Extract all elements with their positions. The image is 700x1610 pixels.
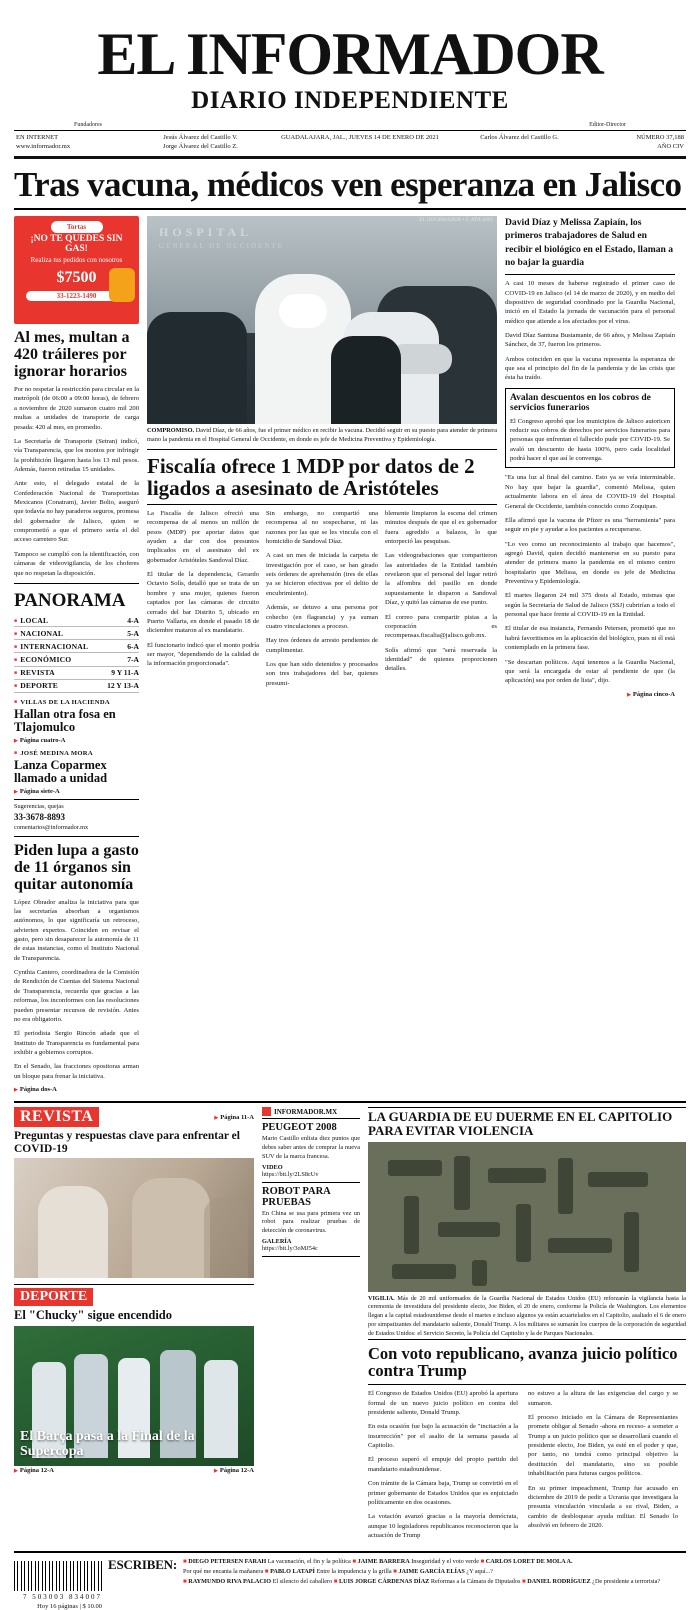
barcode-number: 7 503003 834007 — [23, 1593, 102, 1602]
divider — [505, 274, 675, 275]
escriben-topic-5: ¿Y aquí...? — [466, 1567, 493, 1575]
mx-card-peugeot[interactable] — [262, 1119, 360, 1182]
right-column — [505, 216, 675, 1097]
revista-headline: Preguntas y respuestas clave para enfrentar el COVID-19 — [14, 1130, 240, 1155]
deporte-headline: El "Chucky" sigue encendido — [14, 1308, 173, 1323]
escriben-name-7[interactable]: LUIS JORGE CÁRDENAS DÍAZ — [339, 1577, 430, 1585]
contact-phone[interactable]: 33-3678-8893 — [14, 812, 65, 823]
page-title: Tras vacuna, médicos ven esperanza en Jalisco — [14, 164, 682, 204]
escriben-section — [14, 1553, 686, 1610]
guardia-caption-lead: VIGILIA. — [368, 1294, 395, 1302]
trump-c1-p3: El proceso superó el empuje del propio partido del mandatario estadounidense. — [368, 1456, 518, 1473]
escriben-list — [183, 1557, 660, 1586]
left-story1-p1: Por no respetar la restricción para circular en la metrópoli (de 06:00 a 09:00 horas), de febrero a noviembre de 2020 sumaron cuatro mil 200 multas a unidades de transporte de carga pesada: 420 al mes, en promedio. — [14, 386, 139, 431]
left-story2-page[interactable]: ▶ Página dos-A — [14, 1086, 139, 1093]
deporte-page[interactable]: ▶ Página 12-A — [14, 1467, 54, 1474]
divider — [14, 1284, 254, 1285]
panorama-item-revista[interactable] — [14, 667, 139, 680]
bullet-icon: ■ — [333, 1577, 338, 1585]
pages-note: Hoy 16 páginas | $ 10.00 — [37, 1603, 102, 1610]
mid-story-body — [147, 509, 497, 693]
mid-c2-p2: A casi un mes de iniciada la carpeta de investigación por el caso, se han girado seis órdenes de aprehensión (tres de ellas ya se hicieron efectivas por el delito de encubrimiento). — [266, 552, 378, 597]
mx-card-1-title: PEUGEOT 2008 — [262, 1122, 337, 1134]
soldier-4 — [558, 1158, 573, 1214]
internet-info — [16, 134, 126, 152]
mid-col-3 — [385, 509, 497, 693]
brief1-headline: Hallan otra fosa en Tlajomulco — [14, 707, 116, 735]
left-story1-p4: Tampoco se cumplió con la identificación, con cámaras de videovigilancia, de los choferes que no respetan la disposición. — [14, 550, 139, 577]
mid-c1-p1: La Fiscalía de Jalisco ofreció una recompensa de al menos un millón de pesos (MDP) por aportar datos que ayuden a dar con dos presuntos implicados en el asesinato del ex gobernador Aristóteles Sandoval Díaz. — [147, 509, 259, 564]
mid-c1-p2: El titular de la dependencia, Gerardo Octavio Solís, detalló que se trata de un hombre y una mujer, quienes fueron captados por las cámaras de circuito cerrado del bar Distrito 5, ubicado en Puerto Vallarta, en donde el pasado 18 de diciembre mataron al ex mandatario. — [147, 571, 259, 635]
barcode-icon — [14, 1561, 102, 1591]
mx-card-2-link[interactable]: https://bit.ly/3oMJ54c — [262, 1244, 318, 1252]
photo-figure-mid — [331, 336, 401, 424]
brief1-kicker: ■ VILLAS DE LA HACIENDA — [14, 699, 139, 706]
trump-col-1 — [368, 1389, 518, 1545]
trump-body — [368, 1389, 686, 1545]
photo-mask-icon — [279, 294, 327, 328]
ad-subtext: Realiza tus pedidos con nosotros — [30, 256, 123, 265]
masthead-labels — [14, 122, 686, 128]
left-story2-p2: Cynthia Cantero, coordinadora de la Comisión de Rendición de Cuentas del Sistema Nacional de Transparencia, recuerda que gracias a las reformas, los inconformes con las resoluciones pueden presentar recursos de revisión. Antes no era obligatorio. — [14, 969, 139, 1023]
left-story1-p2: La Secretaría de Transporte (Setran) indicó, vía Transparencia, que los montos por infringir la prohibición llegaron hasta los 13 mil pesos. Además, fueron retiradas 15 unidades. — [14, 437, 139, 473]
right-p6: "Lo veo como un reconocimiento al trabajo que hacemos", agregó David, quien decidió mantenerse en su puesto para atender de primera mano la pandemia en el mismo centro hospitalario que Melissa, en donde es jefe de Medicina Preventiva y Epidemiología. — [505, 540, 675, 586]
mx-card-1-link[interactable]: https://bit.ly/2LS8cUv — [262, 1170, 319, 1178]
right-p5: Ella afirmó que la vacuna de Pfizer es una "herramienta" para seguir en pie y ayudar a los pacientes a recuperarse. — [505, 516, 675, 534]
panorama-page: 5-A — [127, 628, 139, 638]
right-p1: A casi 10 meses de haberse registrado el primer caso de COVID-19 en Jalisco (el 14 de marzo de 2020), y en medio del dispositivo de seguridad coordinado por la Guardia Nacional, inició en el Estado la jornada de vacunación para el personal médico que atiende a los afectados por el virus. — [505, 280, 675, 325]
lower-section — [14, 1107, 686, 1545]
right-p2: David Díaz Santuna Bustamante, de 66 años, y Melissa Zapiaín Sánchez, de 37, fueron los primeros. — [505, 331, 675, 349]
mx-card-2-title: ROBOT PARA PRUEBAS — [262, 1185, 331, 1208]
escriben-name-6[interactable]: RAYMUNDO RIVA PALACIO — [188, 1577, 272, 1585]
panorama-page: 4-A — [127, 615, 139, 625]
informador-mx-block — [262, 1107, 360, 1545]
mid-col-1 — [147, 509, 259, 693]
right-p8: El titular de esa instancia, Fernando Petersen, prometió que no habrá favoritismos en la aplicación del biológico, pues ni él está contemplado en la primera fase. — [505, 625, 675, 652]
escriben-name-4[interactable]: PABLO LATAPÍ — [270, 1567, 315, 1575]
internet-url[interactable]: www.informador.mx — [16, 142, 71, 150]
mx-card-1-tag: VIDEO — [262, 1163, 283, 1171]
newspaper-subtitle: DIARIO INDEPENDIENTE — [191, 87, 509, 114]
escriben-topic-6: El silencio del caballero — [272, 1577, 333, 1585]
masthead-info — [14, 131, 686, 156]
right-p3: Ambos coinciden en que la vacuna representa la esperanza de que sea el principio del fin de la pandemia y de las crisis que ésta ha traído. — [505, 355, 675, 382]
escriben-label: ESCRIBEN: — [108, 1557, 177, 1573]
soldier-1 — [388, 1160, 442, 1176]
right-story-page[interactable]: ▶ Página cinco-A — [505, 691, 675, 698]
deporte-photo — [14, 1326, 254, 1466]
revista-block — [14, 1107, 254, 1545]
panorama-page: 6-A — [127, 641, 139, 651]
guardia-photo — [368, 1142, 686, 1292]
panorama-item-local[interactable] — [14, 614, 139, 627]
escriben-topic-4: Entre la impudencia y la grilla — [316, 1567, 392, 1575]
brief2-headline: Lanza Coparmex llamado a unidad — [14, 757, 108, 786]
panorama-label: ■ ECONÓMICO — [14, 655, 71, 664]
panorama-page: 7-A — [127, 655, 139, 665]
divider — [368, 1107, 686, 1108]
divider — [147, 449, 497, 450]
soldier-5 — [588, 1172, 648, 1187]
left-story1-p3: Ante esto, el delegado estatal de la Confederación Nacional de Transportistas Mexicanos (Conatram), Javier Bolio, aseguró que todavía no hay paraderos seguros, promesa del gobernador de Jalisco, quien se comprometió a que el primero sería el del acceso carretero Sur. — [14, 480, 139, 544]
deporte-overlay — [20, 1430, 254, 1459]
middle-column — [147, 216, 497, 1097]
panorama-label: ■ REVISTA — [14, 668, 55, 677]
escriben-topic-1: La vacunación, el fin y la política — [267, 1558, 351, 1566]
escriben-name-8[interactable]: DANIEL RODRÍGUEZ — [527, 1577, 591, 1585]
right-p7: El martes llegaron 24 mil 375 dosis al Estado, mismas que según la Secretaría de Salud de Jalisco (SSJ) cubrirían a todo el personal que hace frente al COVID-19 en la Entidad. — [505, 592, 675, 619]
panorama-label: ■ DEPORTE — [14, 681, 58, 690]
mx-card-2-text: En China se usa para primera vez un robot para realizar pruebas de detección de coronavirus. — [262, 1209, 360, 1235]
revista-page[interactable]: ▶ Página 11-A — [214, 1114, 254, 1121]
deporte-overlay-text: El Barça pasa a la Final de la Supercopa — [20, 1429, 195, 1460]
contact-label: Sugerencias, quejas — [14, 802, 64, 810]
mx-square-icon — [262, 1107, 271, 1116]
panorama-item-deporte[interactable] — [14, 680, 139, 693]
escriben-name-5[interactable]: JAIME GARCÍA ELÍAS — [398, 1567, 465, 1575]
funeral-box-title: Avalan descuentos en los cobros de servicios funerarios — [510, 392, 651, 414]
main-photo — [147, 216, 497, 424]
contact-email[interactable]: comentarios@informador.mx — [14, 823, 89, 831]
panorama-label: ■ NACIONAL — [14, 629, 63, 638]
photo-wall-text: HOSPITAL — [159, 225, 253, 240]
escriben-row-1 — [183, 1557, 660, 1567]
ad-logo: Tortas — [51, 221, 103, 233]
mx-card-robot[interactable] — [262, 1183, 360, 1257]
panorama-page: 12 Y 13-A — [107, 681, 139, 691]
right-p9: "Se descartan políticos. Aquí tenemos a la Guardia Nacional, que será la encargada de estar al pendiente de que (la aplicación) sea por orden de lista", dijo. — [505, 658, 675, 685]
guardia-caption-text: Más de 20 mil uniformados de la Guardia Nacional de Estados Unidos (EU) reforzarán la vigilancia hasta la ceremonia de investidura del presidente electo, Joe Biden, el 20 de enero, conforme la Policía de Washington. Los elementos llegan a la capital estadounidense desde el martes e incluso algunos ya están acuartelados en el Capitolio, asaltado el 6 de enero por simpatizantes del mandatario saliente, Donald Trump. A los militares se sumarán los cuerpos de la corporación de seguridad de Estados Unidos: el Servicio Secreto, la Policía del Capitolio y la de Parques Nacionales. — [368, 1294, 686, 1337]
headline-rule — [14, 208, 686, 210]
funeral-discount-box — [505, 388, 675, 469]
revista-photo-figure-1 — [38, 1186, 108, 1278]
panorama-item-economico[interactable] — [14, 653, 139, 666]
mid-c2-p3: Además, se detuvo a una persona por cohecho (en flagrancia) y ya suman cuatro vinculaciones a proceso. — [266, 604, 378, 630]
contact-box — [14, 799, 139, 837]
bullet-icon: ■ — [183, 1558, 187, 1566]
left-column — [14, 216, 139, 1097]
mid-c3-p4: Solís afirmó que "será reservada la identidad" de quienes proporcionen detalles. — [385, 646, 497, 673]
divider — [368, 1339, 686, 1340]
revista-photo-figure-2 — [132, 1178, 210, 1278]
newspaper-title: EL INFORMADOR — [97, 21, 603, 87]
left-story2-p1: López Obrador analiza la iniciativa para que las secretarías absorban a organismos autónomos, lo que significaría un retroceso, advierten expertos. Coinciden en revisar el gasto, pero sin desaparecer la autonomía de 11 de estas instancias, como el Instituto Nacional de Transparencia. — [14, 898, 139, 962]
right-p4: "Es una luz al final del camino. Esto ya se veía interminable. No hay que bajar la guardia", comentó Melissa, quien actualmente labora en el área de COVID-19 del Hospital General de Occidente, también conocido como Zoquipan. — [505, 474, 675, 510]
soldier-9 — [548, 1238, 612, 1253]
photo-caption — [147, 427, 497, 445]
founder-1: Jesús Álvarez del Castillo V. — [163, 134, 238, 141]
left-story2-p4: En el Senado, las fracciones opositoras arman un bloque para frenar la iniciativa. — [14, 1063, 139, 1080]
escriben-name-2[interactable]: JAIME BARRERA — [357, 1558, 410, 1566]
photo-wall-text2: GENERAL DE OCCIDENTE — [159, 242, 284, 251]
issue-year: AÑO CIV — [657, 142, 684, 150]
mid-c2-p5: Los que han sido detenidos y procesados son tres trabajadores del bar, quienes presumi- — [266, 660, 378, 687]
photo-credit: EL INFORMADOR • F. ATILANO — [419, 218, 493, 224]
trump-c2-p3: En su primer impeachment, Trump fue acusado en diciembre de 2019 de pedir a Ucrania que investigara la presunta vinculación vinculada a su rival, Biden, a cambio de desbloquear ayuda militar. El Senado lo absolvió en febrero de 2020. — [528, 1484, 678, 1529]
ad-mascot-icon — [109, 268, 135, 302]
trump-headline: Con voto republicano, avanza juicio político contra Trump — [368, 1343, 678, 1381]
photo-figure-left — [147, 312, 247, 424]
escriben-topic-7: Reformas a la Cámara de Diputados — [430, 1577, 521, 1585]
soldier-12 — [472, 1260, 487, 1286]
panorama-title: PANORAMA — [14, 589, 126, 611]
trump-c2-p1: no estuvo a la altura de las exigencias del cargo y se sumaron. — [528, 1390, 678, 1407]
founders-label: Fundadores — [74, 122, 102, 128]
deporte-overlay-page[interactable]: ▶ Página 12-A — [214, 1467, 254, 1474]
soldier-6 — [404, 1196, 419, 1254]
mx-card-2-tag: GALERÍA — [262, 1237, 292, 1245]
founders-info — [126, 134, 276, 152]
panorama-list — [14, 614, 139, 693]
bullet-icon: ■ — [521, 1577, 526, 1585]
left-story2-p3: El periodista Sergio Rincón añade que el Instituto de Transparencia es fundamental para exhibir a gobiernos corruptos. — [14, 1030, 139, 1056]
trump-col-2 — [528, 1389, 678, 1545]
trump-c1-p1: El Congreso de Estados Unidos (EU) aprobó la apertura formal de un nuevo juicio político en contra del presidente saliente, Donald Trump. — [368, 1390, 518, 1416]
soldier-11 — [392, 1264, 456, 1279]
panorama-label: ■ LOCAL — [14, 616, 48, 625]
escriben-name-3[interactable]: CARLOS LORET DE MOLA A. — [485, 1558, 573, 1566]
escriben-row-3 — [183, 1577, 660, 1587]
divider — [368, 1384, 686, 1385]
trump-c1-p5: La votación avanzó gracias a la mayoría demócrata, aunque 10 legisladores republicanos reconocieron que la actuación de Trump — [368, 1513, 518, 1539]
trump-c1-p4: Con trámite de la Cámara baja, Trump se convirtió en el primer gobernante de Estados Unidos que es enjuiciado políticamente en dos ocasiones. — [368, 1480, 518, 1506]
escriben-topic-8: ¿De presidente a terrorista? — [592, 1577, 661, 1585]
mid-c2-p4: Hay tres órdenes de arresto pendientes de cumplimentar. — [266, 637, 378, 654]
left-story2-headline: Piden lupa a gasto de 11 órganos sin quitar autonomía — [14, 841, 139, 893]
bullet-icon: ■ — [183, 1577, 187, 1585]
bullet-icon: ■ — [480, 1558, 485, 1566]
trump-c2-p2: El proceso iniciado en la Cámara de Representantes promete obligar al Senado -ahora en receso- a someter a Trump a un juicio político que se desarrollará cuando el presidente electo, Joe Biden, ya esté en el poder y que, por tanto, no tendrá como principal objetivo la destitución del mandatario, sino su posible inhabilitación para futuras cargos políticos. — [528, 1414, 678, 1478]
mx-card-1-text: Mario Castillo enlista diez puntos que debes saber antes de comprar la nueva SUV de la marca francesa. — [262, 1135, 360, 1160]
soldier-7 — [438, 1222, 500, 1237]
deporte-block — [14, 1284, 254, 1478]
mid-page-rule — [14, 1101, 686, 1103]
founder-2: Jorge Álvarez del Castillo Z. — [163, 142, 238, 150]
guardia-caption — [368, 1295, 686, 1339]
soldier-2 — [454, 1156, 470, 1210]
mid-c3-p1: blemente limpiaron la escena del crimen minutos después de que el ex gobernador fuera agredido a balazos, lo que entorpeció las pesquisas. — [385, 509, 497, 546]
bullet-icon: ■ — [264, 1567, 269, 1575]
funeral-box-text: El Congreso aprobó que los municipios de Jalisco autoricen reducir sus cobros de derechos por servicios funerarios para personas que enfrentan el fallecido pude por COVID-19. Se avaló un descuento de hasta 100%, pero cada localidad podrá hacer el que así le convenga. — [510, 417, 670, 463]
ad-price: $7500 — [56, 268, 97, 286]
escriben-topic-3: Por qué me encanta la mañanera — [183, 1567, 264, 1575]
bullet-icon: ■ — [352, 1558, 357, 1566]
caption-lead: COMPROMISO. — [147, 427, 195, 435]
escriben-row-2 — [183, 1567, 660, 1577]
revista-badge[interactable]: REVISTA — [14, 1107, 99, 1127]
revista-photo-figure-3 — [204, 1198, 248, 1278]
caption-text: David Díaz, de 66 años, fue el primer médico en recibir la vacuna. Decidió seguir en su puesto para atender de primera mano la pandemia en el Hospital General de Occidente, en donde es jefe de Medicina Preventiva y Epidemiología. — [147, 427, 497, 444]
issue-info — [594, 134, 684, 152]
escriben-topic-2: Inseguridad y el voto verde — [411, 1558, 479, 1566]
brief1-page[interactable]: ▶ Página cuatro-A — [14, 737, 139, 744]
masthead-rule — [14, 156, 686, 159]
issue-number: NÚMERO 37,188 — [636, 134, 684, 141]
deporte-badge[interactable]: DEPORTE — [14, 1288, 93, 1306]
guardia-headline: LA GUARDIA DE EU DUERME EN EL CAPITOLIO PARA EVITAR VIOLENCIA — [368, 1109, 673, 1139]
brief2-page[interactable]: ▶ Página siete-A — [14, 788, 139, 795]
director-label: Editor-Director — [589, 122, 626, 128]
divider — [147, 504, 497, 505]
right-lead: David Díaz y Melissa Zapiaín, los primeros trabajadores de Salud en recibir el biológico en el Estado, llaman a no bajar la guardia — [505, 217, 674, 268]
panorama-page: 9 Y 11-A — [111, 668, 139, 678]
informador-mx-badge[interactable] — [262, 1107, 360, 1116]
soldier-10 — [624, 1212, 639, 1272]
director-name: Carlos Álvarez del Castillo G. — [480, 134, 559, 141]
mid-c3-p3: El correo para compartir pistas a la corporación es recompensas.fiscalia@jalisco.gob.mx. — [385, 613, 497, 640]
revista-photo — [14, 1158, 254, 1278]
panorama-label: ■ INTERNACIONAL — [14, 642, 88, 651]
advertisement-gas[interactable] — [14, 216, 139, 324]
panorama-item-internacional[interactable] — [14, 640, 139, 653]
guardia-trump-block — [368, 1107, 686, 1545]
soldier-3 — [488, 1168, 546, 1183]
ad-phone[interactable]: 33-1223-1490 — [26, 291, 127, 301]
divider — [14, 583, 139, 584]
bullet-icon: ■ — [393, 1567, 397, 1575]
trump-c1-p2: En esta ocasión fue bajo la acusación de "incitación a la insurrección" por el asalto de la semana pasada al Capitolio. — [368, 1423, 518, 1450]
informador-mx-label: INFORMADOR.MX — [274, 1107, 338, 1116]
escriben-name-1[interactable]: DIEGO PETERSEN FARAH — [188, 1558, 267, 1566]
masthead — [14, 0, 686, 156]
panorama-item-nacional[interactable] — [14, 627, 139, 640]
mid-c3-p2: Las videograbaciones que compartieron las autoridades de la Entidad también revelaron que el personal del lugar retiró la alfombra del pasillo en donde supuestamente le disparon a Sandoval Díaz, y quitó las cámaras de ese punto. — [385, 552, 497, 607]
main-columns — [14, 216, 686, 1097]
internet-label: EN INTERNET — [16, 134, 59, 141]
left-story1-headline: Al mes, multan a 420 tráileres por ignorar horarios — [14, 329, 130, 381]
mid-c1-p3: El funcionario indicó que el monto podría ser mayor, "dependiendo de la calidad de la información proporcionada". — [147, 641, 259, 668]
soldier-8 — [516, 1204, 531, 1262]
ad-headline: ¡NO TE QUEDES SIN GAS! — [30, 234, 123, 255]
mid-c2-p1: Sin embargo, no compartió una recompensa al no sospecharse, ni las razones por las que se les vincula con el homicidio de Sandoval Díaz. — [266, 509, 378, 546]
mid-col-2 — [266, 509, 378, 693]
brief2-kicker: ■ JOSÉ MEDINA MORA — [14, 750, 139, 757]
mid-story-headline: Fiscalía ofrece 1 MDP por datos de 2 ligados a asesinato de Aristóteles — [147, 453, 475, 500]
place-date: GUADALAJARA, JAL., JUEVES 14 DE ENERO DE 2021 — [281, 134, 439, 141]
barcode-block — [14, 1561, 102, 1610]
